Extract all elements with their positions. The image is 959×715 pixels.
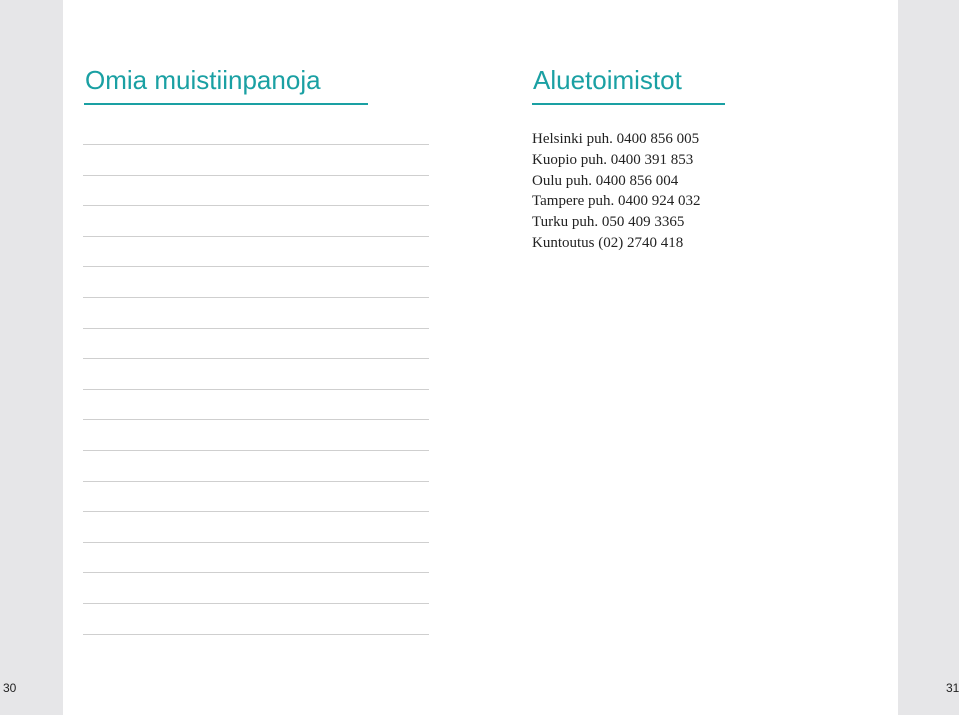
note-line [83, 144, 429, 145]
notes-heading-underline [84, 103, 368, 105]
note-line [83, 266, 429, 267]
office-item: Kuopio puh. 0400 391 853 [532, 151, 694, 168]
note-line [83, 175, 429, 176]
office-item: Tampere puh. 0400 924 032 [532, 193, 701, 210]
note-line [83, 603, 429, 604]
office-item: Kuntoutus (02) 2740 418 [532, 234, 684, 251]
offices-list [532, 129, 701, 254]
note-line [83, 236, 429, 237]
note-line [83, 481, 429, 482]
note-line [83, 572, 429, 573]
note-line [83, 419, 429, 420]
note-line [83, 205, 429, 206]
offices-heading: Aluetoimistot [533, 65, 682, 95]
note-line [83, 358, 429, 359]
office-item: Helsinki puh. 0400 856 005 [532, 131, 700, 147]
office-item: Turku puh. 050 409 3365 [532, 214, 685, 231]
note-line [83, 542, 429, 543]
note-line [83, 634, 429, 635]
page-number-right: 31 [946, 681, 959, 695]
page-number-left: 30 [3, 681, 17, 695]
note-line [83, 511, 429, 512]
notes-heading: Omia muistiinpanoja [85, 65, 321, 95]
note-line [83, 450, 429, 451]
note-line [83, 389, 429, 390]
note-line [83, 297, 429, 298]
office-item: Oulu puh. 0400 856 004 [532, 172, 679, 189]
offices-heading-underline [532, 103, 725, 105]
note-line [83, 328, 429, 329]
